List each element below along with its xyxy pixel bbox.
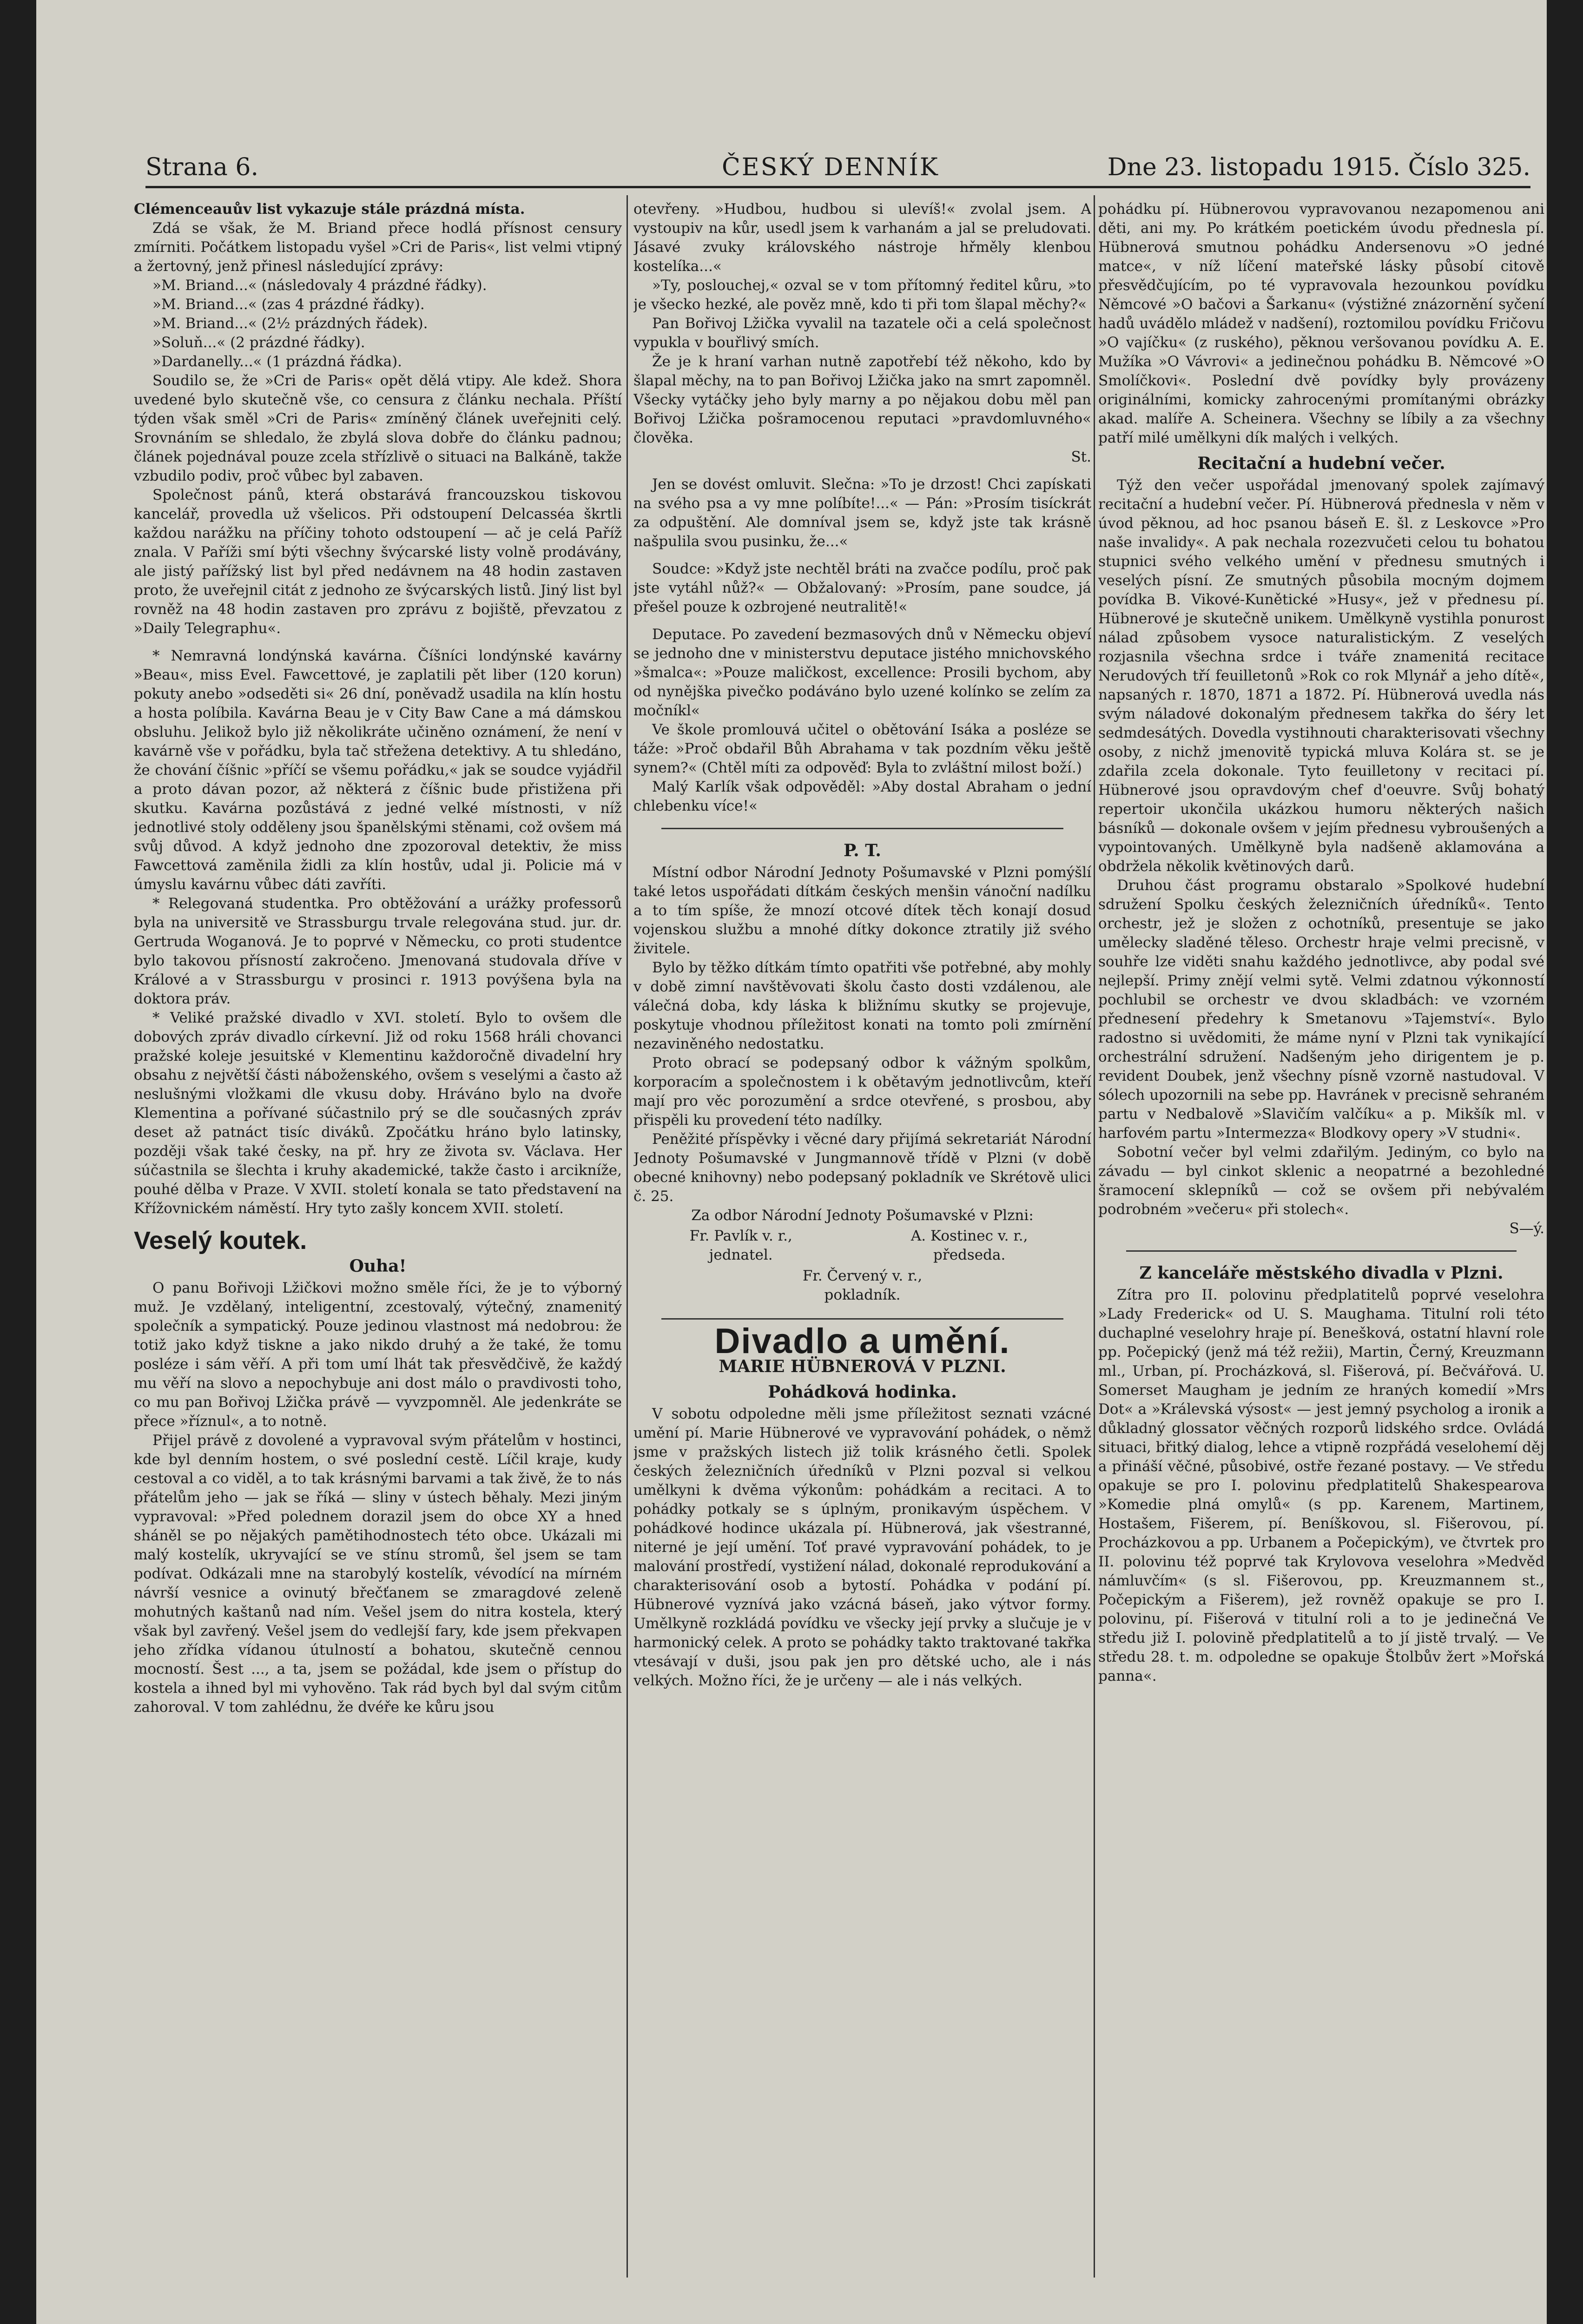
story-text: O panu Bořivoji Lžičkovi možno směle říci, že je to výborný muž. Je vzdělaný, inteligentní, zcestovalý, výtečný, znamenitý společník a sympatický. Pouze jedinou vlastnost má nedobrou: že totiž jako když tiskne a jako nikdo druhý a že také, že tomu posléze i sám věří. A při tom umí lhát tak přesvědčivě, že každý mu věří na slovo a nepochybuje ani dost málo o pravdivosti toho, co mu pan Bořivoj Lžička právě — vyvzpomněl. Ale jedenkráte se přece »říznul«, a to notně.: [134, 1280, 622, 1430]
news-item: * Relegovaná studentka. Pro obtěžování a urážky professorů byla na universitě ve Strassburgu trvale relegována stud. jur. dr. Gertruda Woganová. Je to poprvé v Německu, co proti studentce bylo takovou přísností zakročeno. Jmenovaná studovala dříve v Králové a v Strassburgu v prosinci r. 1913 povýšena byla na doktora práv.: [134, 895, 622, 1007]
article-text: Sobotní večer byl velmi zdařilým. Jediným, co bylo na závadu — byl cinkot sklenic a neopatrné a bezohledné šramocení sklepníků — což se ovšem při nebývalém podrobném »večeru« při stolech«.: [1098, 1144, 1544, 1218]
notice-text: Proto obrací se podepsaný odbor k vážným spolkům, korporacím a společnostem i k obětavým jednotlivcům, kteří mají pro věc porozumění a srdce otevřené, s prosbou, aby přispěli ku provedení této nadílky.: [633, 1055, 1091, 1129]
article-line: »Soluň...« (2 prázdné řádky).: [152, 334, 365, 351]
story-text: otevřeny. »Hudbou, hudbou si ulevíš!« zvolal jsem. A vystoupiv na kůr, usedl jsem k varhanám a jal se preludovati. Jásavé zvuky královského nástroje hřměly klenbou kostelíka...«: [633, 201, 1091, 275]
page-header: [145, 153, 1530, 188]
joke-text: Deputace. Po zavedení bezmasových dnů v Německu objeví se jednoho dne v ministerstvu deputace jistého mnichovského »šmalca«: »Pouze maličkost, excellence: Prosili bychom, aby od nynějška pivečko podáváno bylo uzené kolínko se zelím za močníkl«: [633, 626, 1091, 719]
column-3: [1098, 200, 1544, 2324]
signature-name: Fr. Červený v. r.,: [802, 1268, 923, 1284]
joke-text: Jen se dovést omluvit. Slečna: »To je drzost! Chci zapískati na svého psa a vy mne políbíte!...« — Pán: »Prosím tisíckrát za odpuštění. Ale domníval jsem se, když jste tak krásně našpulila svou pusinku, že...«: [633, 476, 1091, 550]
article-line: »M. Briand...« (2½ prázdných řádek).: [152, 315, 428, 332]
notice-text: Peněžité příspěvky i věcné dary přijímá sekretariát Národní Jednoty Pošumavské v Jungmannově třídě v Plzni (v době obecné knihovny) nebo podepsaný pokladník ve Skrétově ulici č. 25.: [633, 1131, 1091, 1205]
article-text: Soudilo se, že »Cri de Paris« opět dělá vtipy. Ale kdež. Shora uvedené bylo skutečně vše, co censura z článku nechala. Příští týden však směl »Cri de Paris« zmíněný článek uveřejniti celý. Srovnáním se shledalo, že zbylá slova dobře do článku padnou; článek pojednával pouze zcela střízlivě o situaci na Balkáně, takže vzbudilo podiv, proč vůbec byl zabaven.: [134, 372, 622, 484]
article-signature: S—ý.: [1509, 1220, 1544, 1237]
signature-name: Fr. Pavlík v. r.,: [689, 1228, 792, 1244]
news-item: * Veliké pražské divadlo v XVI. století. Bylo to ovšem dle dobových zpráv divadlo církevní. Již od roku 1568 hráli chovanci pražské koleje jesuitské v Klementinu každoročně divadelní hry obsahu z největší části náboženského, ovšem s veselými a často až neslušnými vložkami dle vkusu doby. Hráváno bylo na dvoře Klementina a pořívané súčastnilo prý se dle současných zpráv deset až patnáct tisíc diváků. Zpočátku hráno bylo latinsky, později však také česky, na př. hry ze života sv. Václava. Her súčastnila se šlechta i kruhy akademické, takže často i arcikníže, pouhé dělba v Praze. V XVII. století konala se tato představení na Křížovnickém náměstí. Hry tyto zašly koncem XVII. století.: [134, 1010, 622, 1217]
joke-text: Soudce: »Když jste nechtěl bráti na zvačce podílu, proč pak jste vytáhl nůž?« — Obžalovaný: »Prosím, pane soudce, já přešel pouze k ozbrojené neutralitě!«: [633, 561, 1091, 615]
article-subtitle: Pohádková hodinka.: [768, 1382, 957, 1402]
article-text: Zítra pro II. polovinu předplatitelů poprvé veselohra »Lady Frederick« od U. S. Maughama. Titulní roli této duchaplné veselohry hraje pí. Benešková, ostatní hlavní role pp. Počepický (jenž má též režii), Martin, Černý, Kreuzmann ml., Urban, pí. Procházková, sl. Fišerová, pí. Bečvářová. U. Somerset Maugham je jedním ze hraných komedií »Mrs Dot« a »Králevská výsost« — jest jemný psycholog a ironik a důkladný glossator věčných rozporů lidského srdce. Ovládá situaci, břitký dialog, lehce a vtipně rozpřádá veselohemí děj a přináší věčné, působivé, ostře řezané postavy. — Ve středu opakuje se pro I. polovinu předplatitelů Shakespearova »Komedie plná omylů« (s pp. Karenem, Martinem, Hostašem, Fišerem, pí. Beníškovou, sl. Fišerovou, pí. Procházkovou a pp. Urbanem a Počepickým), ve čtvrtek pro II. polovinu též poprvé tak Krylovova veselohra »Medvěd námluvčím« (s sl. Fišerovou, pp. Kreuzmannem st., Počepickým a Fišerem), jež rovněž opakuje se pro I. polovinu, pí. Fišerová v titulní roli a to je jedinečná Ve středu již I. polovině předplatitelů a to jí jistě trvalý. — Ve středu 28. t. m. odpoledne se opakuje Štolbův žert »Mořská panna«.: [1098, 1287, 1544, 1684]
joke-text: Malý Karlík však odpověděl: »Aby dostal Abraham o jední chlebenku více!«: [633, 779, 1091, 814]
signature-role: pokladník.: [824, 1287, 901, 1303]
story-text: Pan Bořivoj Lžička vyvalil na tazatele oči a celá společnost vypukla v bouřlivý smích.: [633, 315, 1091, 351]
joke-text: Ve škole promlouvá učitel o obětování Isáka a posléze se táže: »Proč obdařil Bůh Abrahama v tak pozdním věku ještě synem?« (Chtěl míti za odpověď: Byla to zvláštní milost boží.): [633, 721, 1091, 776]
article-title: MARIE HÜBNEROVÁ V PLZNI.: [719, 1357, 1006, 1376]
section-heading-divadlo-a-umeni: Divadlo a umění.: [714, 1321, 1010, 1361]
column-rule-2: [1094, 195, 1095, 2278]
article-subheading: Z kanceláře městského divadla v Plzni.: [1139, 1263, 1504, 1283]
article-text: Týž den večer uspořádal jmenovaný spolek zajímavý recitační a hudební večer. Pí. Hübnerová přednesla v něm v úvod pěknou, ad hoc psanou báseň E. šl. z Leskovce »Pro naše invalidy«. A pak nechala rozezvučeti celou tu bohatou stupnici svého velkého umění v přednesu smutných i veselých písní. Ze smutných působila mocným dojmem povídka B. Vikové-Kunětické »Husy«, jež v přednesu pí. Hübnerové je skutečně unikem. Umělkyně vystihla ponurost nálad způsobem vysoce naturalistickým. Z veselých rozjasnila všechna srdce i tváře znamenitá recitace Nerudových tří feuilletonů »Rok co rok Mlynář a jeho dítě«, napsaných r. 1870, 1871 a 1872. Pí. Hübnerová uvedla nás svým náladové dokonalým přednesem takřka do šéry let sedmdesátých. Dovedla vystihnouti charakterisovati všechny osoby, z nichž jmenovitě typická mluva Kolára st. se je zdařila zcela dokonale. Tyto feuilletony v recitaci pí. Hübnerové jsou opravdovým chef d'oeuvre. Svůj bohatý repertoir ukončila ukázkou humoru některých našich básníků — dokonale ovšem v jejím přednesu vybroušených a vypointovaných. Umělkyně byla nadšeně aklamována a obdržela několik květinových darů.: [1098, 477, 1544, 875]
notice-text: Bylo by těžko dítkám tímto opatřiti vše potřebné, aby mohly v době zimní navštěvovati školu často dosti vzdálenou, ale válečná doba, kdy láska k bližnímu skutky se projevuje, poskytuje vhodnou příležitost konati na tomto poli zmírnění nezaviněného nedostatku.: [633, 959, 1091, 1052]
story-title: Ouha!: [349, 1256, 407, 1276]
article-line: »M. Briand...« (zas 4 prázdné řádky).: [152, 296, 425, 313]
article-text: Zdá se však, že M. Briand přece hodlá přísnost censury zmírniti. Počátkem listopadu vyšel »Cri de Paris«, list velmi vtipný a žertovný, jenž přinesl následující zprávy:: [134, 220, 622, 275]
news-item: * Nemravná londýnská kavárna. Číšníci londýnské kavárny »Beau«, miss Evel. Fawcettové, je zaplatili pět liber (120 korun) pokuty anebo »odseděti si« 26 dní, poněvadž usadila na klín hostu a hosta políbila. Kavárna Beau je v City Baw Cane a má dámskou obsluhu. Jelikož bylo již několikráte učiněno oznámení, že není v kavárně vše v pořádku, byla tač střežena detektivy. A tu shledáno, že chování číšnic »příčí se všemu pořádku,« jak se soudce vyjádřil a proto dávan pozor, až některá z číšnic bude přistižena při skutku. Kavárna pozůstává z jedné velké místnosti, v níž jednotlivé stoly odděleny jsou španělskými stěnami, což ovšem má svůj důvod. A když jednoho dne zpozoroval detektiv, že miss Fawcettová zaměnila židli za klín hostův, udal ji. Policie má v úmyslu kavárnu vůbec dáti zavříti.: [134, 647, 622, 893]
article-text: pohádku pí. Hübnerovou vypravovanou nezapomenou ani děti, ani my. Po krátkém poetickém úvodu přednesla pí. Hübnerová smutnou pohádku Andersenovu »O jedné matce«, v níž líčení mateřské lásky působí citově přesvědčujícím, po té vypravovala hezounkou povídku Němcové »O bačovi a Šarkanu« (výstižné znázornění syčení hadů uvádělo mládež v nadšení), roztomilou povídku Fričovu »O vajíčku« (z ruského), pěknou veršovanou povídku A. E. Mužíka »O Vávrovi« a jedinečnou pohádku B. Němcové »O Smolíčkovi«. Poslední dvě povídky byly provázeny originálními, komicky zahrocenými promítanými obrázky akad. malíře A. Scheinera. Všechny se líbily a za všechny patří milé umělkyni dík malých i velkých.: [1098, 201, 1544, 446]
story-text: Přijel právě z dovolené a vypravoval svým přátelům v hostinci, kde byl denním hostem, o své poslední cestě. Líčil kraje, kudy cestoval a co viděl, a to tak krásnými barvami a tak živě, že to nás přátelům jeho — jak se říká — sliny v ústech běhaly. Mezi jiným vypravoval: »Před polednem dorazil jsem do obce XY a hned sháněl se po nějakých pamětihodnostech této obce. Ukázali mi malý kostelík, ukryvající se ve stínu stromů, šel jsem se tam podívat. Odkázali mne na starobylý kostelík, vévodící na mírném návrší vesnice a ovinutý břečťanem se zmaragdové zeleně mohutných kaštanů nad ním. Vešel jsem do nitra kostela, který však byl zavřený. Vešel jsem do vedlejší fary, kde jsem překvapen jeho zřídka vídanou útulností a bohatou, skutečně cennou mocností. Šest ..., a ta, jsem se požádal, kde jsem o přístup do kostela a ihned byl mi vyhověno. Tak rád bych byl dal svým citům zahoroval. V tom zahlédnu, že dvéře ke kůru jsou: [134, 1432, 622, 1716]
article-subheading: Recitační a hudební večer.: [1197, 454, 1445, 473]
divider: [661, 1318, 1063, 1320]
notice-text: Místní odbor Národní Jednoty Pošumavské v Plzni pomýšlí také letos uspořádati dítkám českých menšin vánoční nadílku a to tím spíše, že mnozí otcové dítek těch konají dosud vojenskou službu a mnohé dítky dokonce ztratily již svého živitele.: [633, 864, 1091, 957]
column-1: [134, 200, 622, 2324]
signature-name: A. Kostinec v. r.,: [910, 1228, 1028, 1244]
issue-date: Dne 23. listopadu 1915. Číslo 325.: [1107, 153, 1530, 181]
signature-role: jednatel.: [709, 1247, 773, 1263]
page-number: Strana 6.: [145, 153, 259, 181]
story-text: Že je k hraní varhan nutně zapotřebí též někoho, kdo by šlapal měchy, na to pan Bořivoj Lžička jako na smrt zapomněl. Všecky vytáčky jeho byly marny a po nějakou dobu měl pan Bořivoj Lžička pošramocenou reputaci »pravdomluvného« člověka.: [633, 353, 1091, 446]
notice-title: P. T.: [844, 841, 881, 860]
notice-closing: Za odbor Národní Jednoty Pošumavské v Plzni:: [691, 1207, 1034, 1224]
article-line: »Dardanelly...« (1 prázdná řádka).: [152, 353, 402, 370]
newspaper-page: [36, 0, 1547, 2324]
article-line: »M. Briand...« (následovaly 4 prázdné řádky).: [152, 277, 487, 294]
article-text: Clémenceauův list vykazuje stále prázdná místa.: [134, 201, 525, 218]
signature-role: předseda.: [933, 1247, 1006, 1263]
newspaper-title: ČESKÝ DENNÍK: [722, 153, 939, 181]
story-text: »Ty, poslouchej,« ozval se v tom přítomný ředitel kůru, »to je všecko hezké, ale pověz mně, kdo ti při tom šlapal měchy?«: [633, 277, 1091, 313]
signatures: [633, 1225, 1091, 1306]
article-text: Společnost pánů, která obstarává francouzskou tiskovou kancelář, provedla už všelicos. Při odstoupení Delcasséa škrtli každou narážku na příčiny tohoto odstoupení — ač je celá Paříž znala. V Paříži smí býti všechny švýcarské listy volně prodávány, ale jistý pařížský list byl před nedávnem na 48 hodin zastaven proto, že uveřejnil citát z jednoho ze švýcarských listů. Jiný list byl rovněž na 48 hodin zastaven pro zprávu z bojiště, převzatou z »Daily Telegraphu«.: [134, 487, 622, 637]
section-heading-vesely-koutek: Veselý koutek.: [134, 1227, 307, 1254]
divider: [661, 828, 1063, 829]
column-2: [633, 200, 1091, 2324]
column-rule-1: [627, 195, 628, 2278]
article-text: Druhou část programu obstaralo »Spolkové hudební sdružení Spolku českých železničních úředníků«. Tento orchestr, jež je složen z ochotníků, presentuje se jako umělecky sladěné těleso. Orchestr hraje velmi precisně, v souhře lze viděti snahu každého jednotlivce, aby podal své nejlepší. Primy znějí velmi sytě. Velmi zdatnou výkonností pochlubil se orchestr ve dvou skladbách: ve vzorném přednesení předehry k Smetanovu »Tajemství«. Bylo radostno si uvědomiti, že máme nyní v Plzni tak vynikající orchestrální sdružení. Nadšeným jeho dirigentem je p. revident Doubek, jenž všechny písně vzorně nastudoval. V sólech upozornili na sebe pp. Havránek v precisně sehraném partu v Nedbalově »Slavičím valčíku« a p. Mikšík ml. v harfovém partu »Intermezza« Blodkovy opery »V studni«.: [1098, 877, 1544, 1142]
story-signature: St.: [1071, 449, 1091, 465]
article-text: V sobotu odpoledne měli jsme příležitost seznati vzácné umění pí. Marie Hübnerové ve vypravování pohádek, o němž jsme v pražských listech již tolik krásného četli. Spolek českých železničních úředníků v Plzni pozval si velkou umělkyni k dvěma výkonům: pohádkám a recitaci. A to pohádky potkaly se s úplným, pronikavým úspěchem. V pohádkové hodince ukázala pí. Hübnerová, jak všestranné, niterné je její umění. Toť pravé vypravování pohádek, to je malování prostředí, vystižení nálad, dokonalé reprodukování a charakterisování osob a bytostí. Pohádka v podání pí. Hübnerové vyznívá jako vzácná báseň, jako výtvor formy. Umělkyně rozkládá povídku ve všecky její prvky a slučuje je v harmonický celek. A proto se pohádky takto traktované takřka vtesávají v duši, jsou pak jen pro dětské ucho, ale i nás velkých. Možno říci, že je určeny — ale i nás velkých.: [633, 1406, 1091, 1689]
divider: [1126, 1250, 1517, 1252]
